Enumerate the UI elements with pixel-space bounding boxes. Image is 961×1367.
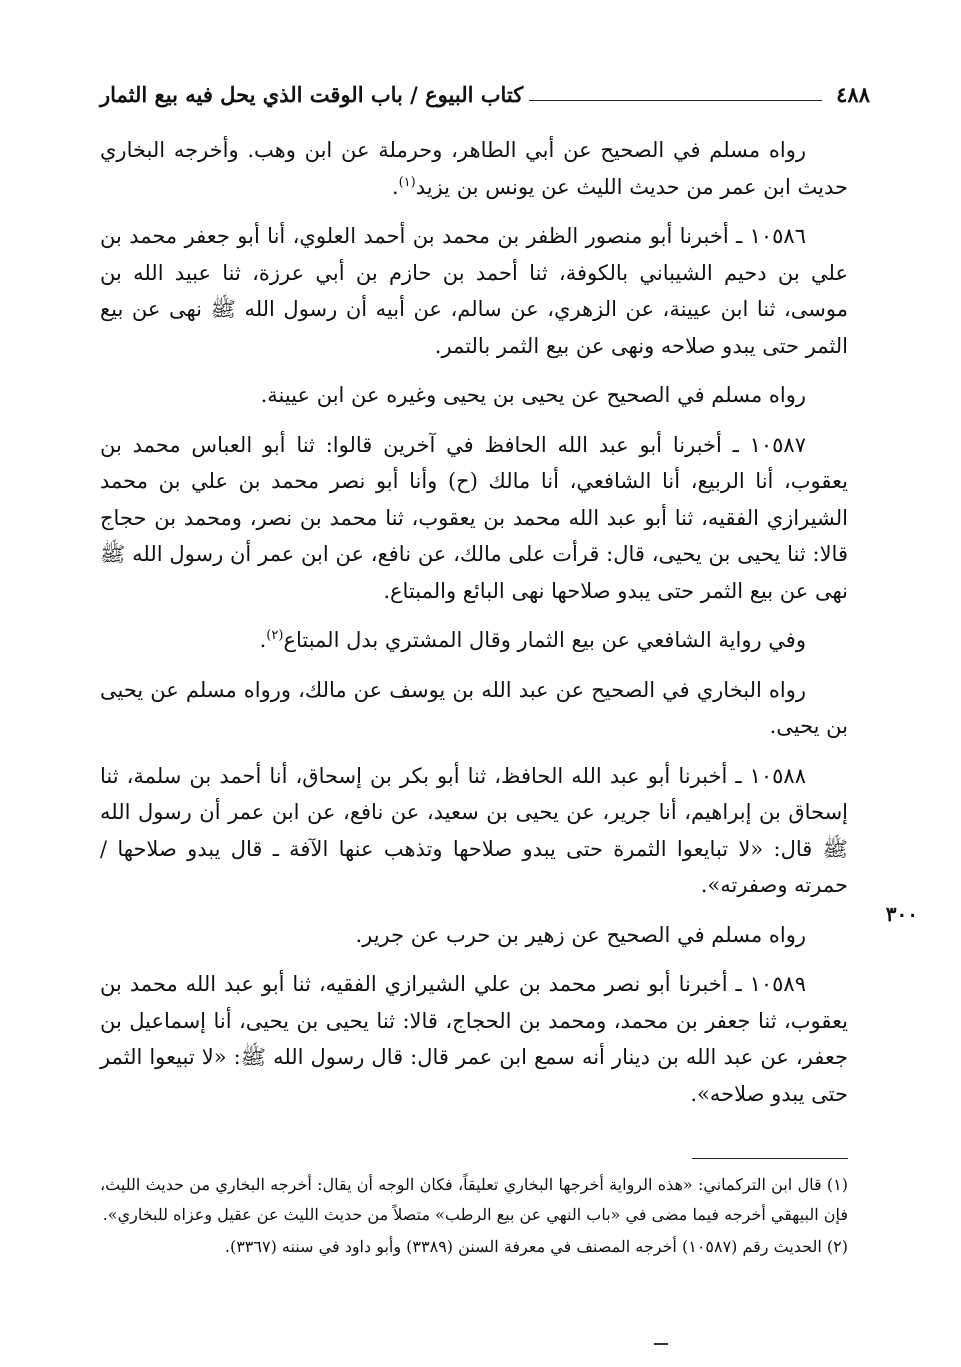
paragraph: رواه البخاري في الصحيح عن عبد الله بن يوسف عن مالك، ورواه مسلم عن يحيى بن يحيى. — [100, 677, 848, 738]
main-text — [100, 132, 848, 1125]
footnote-ref: (٢) — [266, 628, 284, 643]
running-header — [100, 74, 870, 114]
paragraph: ١٠٥٨٧ ـ أخبرنا أبو عبد الله الحافظ في آخرين قالوا: ثنا أبو العباس محمد بن يعقوب، أنا الربيع، أنا الشافعي، أنا مالك (ح) وأنا أبو نصر محمد بن علي بن محمد الشيرازي الفقيه، ثنا أبو عبد الله محمد بن يعقوب، ثنا محمد بن نصر، ومحمد بن حجاج قالا: ثنا يحيى بن يحيى، قال: قرأت على مالك، عن نافع، عن ابن عمر أن رسول الله ﷺ نهى عن بيع الثمر حتى يبدو صلاحها نهى البائع والمبتاع. — [100, 432, 848, 603]
paragraph: ١٠٥٨٩ ـ أخبرنا أبو نصر محمد بن علي الشيرازي الفقيه، ثنا أبو عبد الله محمد بن يعقوب، ثنا جعفر بن محمد، ومحمد بن الحجاج، قالا: ثنا يحيى بن يحيى، أنا إسماعيل بن جعفر، عن عبد الله بن دينار أنه سمع ابن عمر قال: قال رسول الله ﷺ: «لا تبيعوا الثمر حتى يبدو صلاحه». — [100, 972, 848, 1106]
paragraph: وفي رواية الشافعي عن بيع الثمار وقال المشتري بدل المبتاع$^{(٢)}$. — [259, 628, 806, 652]
footnote-separator — [692, 1158, 848, 1159]
footnotes — [100, 1170, 848, 1264]
footnote: (١) قال ابن التركماني: «هذه الرواية أخرجها البخاري تعليقاً، فكان الوجه أن يقال: أخرجه البخاري من حديث الليث، فإن البيهقي أخرجه فيما مضى في «باب النهي عن بيع الرطب» متصلاً من حديث الليث عن عقيل وعزاه للبخاري». — [100, 1175, 848, 1224]
paragraph: رواه مسلم في الصحيح عن أبي الطاهر، وحرملة عن ابن وهب. وأخرجه البخاري حديث ابن عمر من حديث الليث عن يونس بن يزيد$^{(١)}$. — [100, 138, 848, 199]
footnote-ref: (١) — [398, 174, 416, 190]
paragraph: ١٠٥٨٨ ـ أخبرنا أبو عبد الله الحافظ، ثنا أبو بكر بن إسحاق، أنا أحمد بن سلمة، ثنا إسحاق بن إبراهيم، أنا جرير، عن يحيى بن سعيد، عن نافع، عن ابن عمر أن رسول الله ﷺ قال: «لا تبايعوا الثمرة حتى يبدو صلاحها وتذهب عنها الآفة ـ قال يبدو صلاحها / حمرته وصفرته». — [100, 763, 848, 897]
paragraph: رواه مسلم في الصحيح عن يحيى بن يحيى وغيره عن ابن عيينة. — [260, 383, 806, 407]
footnote: (٢) الحديث رقم (١٠٥٨٧) أخرجه المصنف في معرفة السنن (٣٣٨٩) وأبو داود في سننه (٣٣٦٧). — [224, 1237, 848, 1256]
margin-page-reference: ٣٠٠ — [885, 902, 918, 926]
header-title: كتاب البيوع / باب الوقت الذي يحل فيه بيع الثمار — [100, 81, 524, 107]
bottom-mark — [654, 1343, 668, 1345]
header-rule — [529, 100, 822, 101]
page-number: ٤٨٨ — [836, 81, 870, 107]
paragraph: رواه مسلم في الصحيح عن زهير بن حرب عن جرير. — [355, 922, 806, 947]
paragraph: ١٠٥٨٦ ـ أخبرنا أبو منصور الظفر بن محمد بن أحمد العلوي، أنا أبو جعفر محمد بن علي بن دحيم الشيباني بالكوفة، ثنا أحمد بن حازم بن أبي عرزة، ثنا عبيد الله بن موسى، ثنا ابن عيينة، عن الزهري، عن سالم، عن أبيه أن رسول الله ﷺ نهى عن بيع الثمر حتى يبدو صلاحه ونهى عن بيع الثمر بالتمر. — [100, 224, 848, 358]
